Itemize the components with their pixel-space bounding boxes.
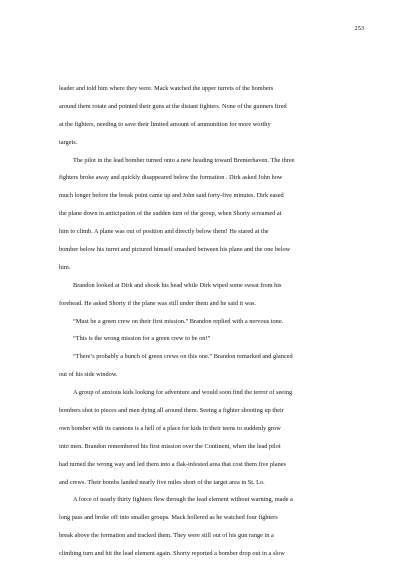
text-line: “There’s probably a bunch of green crews on this one.” Brandon remarked and glanced <box>73 353 293 361</box>
text-line: out of his side window. <box>59 371 118 379</box>
text-line: and crews. Their bombs landed nearly five miles short of the target area in St. Lo. <box>59 478 265 486</box>
text-line: him. <box>59 263 71 271</box>
text-line: forehead. He asked Shorty if the plane was still under them and he said it was. <box>59 299 257 307</box>
text-line: bombers shot to pieces and men dying all around them. Seeing a fighter shooting up their <box>59 407 284 415</box>
text-line: long pass and broke off into smaller groups. Mack hollered as he watched four fighters <box>59 514 278 522</box>
text-line: The pilot in the lead bomber turned onto a new heading toward Bremerhaven. The three <box>73 156 295 164</box>
text-line: “Must be a green crew on their first mission.” Brandon replied with a nervous tone. <box>73 317 284 325</box>
text-line: bomber below his turret and pictured himself smashed between his plane and the one below <box>59 246 291 254</box>
text-line: A group of anxious kids looking for adventure and would soon find the terror of seeing <box>73 389 293 397</box>
text-line: break above the formation and tracked them. They were still out of his gun range in a <box>59 532 274 540</box>
text-line: around them rotate and pointed their guns at the distant fighters. None of the gunners fired <box>59 102 287 110</box>
text-line: much longer before the break point came up and John said forty-five minutes. Dirk eased <box>59 192 284 200</box>
page-number: 253 <box>354 25 364 32</box>
text-line: fighters broke away and quickly disappeared below the formation . Dirk asked John how <box>59 174 283 182</box>
text-line: A force of nearly thirty fighters flew through the lead element without warning, made a <box>73 496 293 504</box>
text-line: “This is the wrong mission for a green crew to be on!” <box>73 335 211 343</box>
text-line: at the fighters, needing to save their limited amount of ammunition for more worthy <box>59 120 271 128</box>
text-line: had turned the wrong way and led them into a flak-infested area that cost them five planes <box>59 460 286 468</box>
text-line: own bomber with its cannons is a hell of a place for kids in their teens to suddenly grow <box>59 424 281 432</box>
text-line: into men. Brandon remembered his first mission over the Continent, when the lead pilot <box>59 442 281 450</box>
text-line: targets. <box>59 138 78 146</box>
text-line: him to climb. A plane was out of position and directly below them! He stared at the <box>59 228 269 236</box>
body-text <box>59 80 363 563</box>
text-line: Brandon looked at Dirk and shook his head while Dirk wiped some sweat from his <box>73 281 282 289</box>
text-line: leader and told him where they were. Mack watched the upper turrets of the bombers <box>59 85 274 92</box>
text-line: climbing turn and hit the lead element again. Shorty reported a bomber drop out in a slow <box>59 550 285 558</box>
text-line: the plane down in anticipation of the sudden turn of the group, when Shorty screamed at <box>59 210 282 218</box>
